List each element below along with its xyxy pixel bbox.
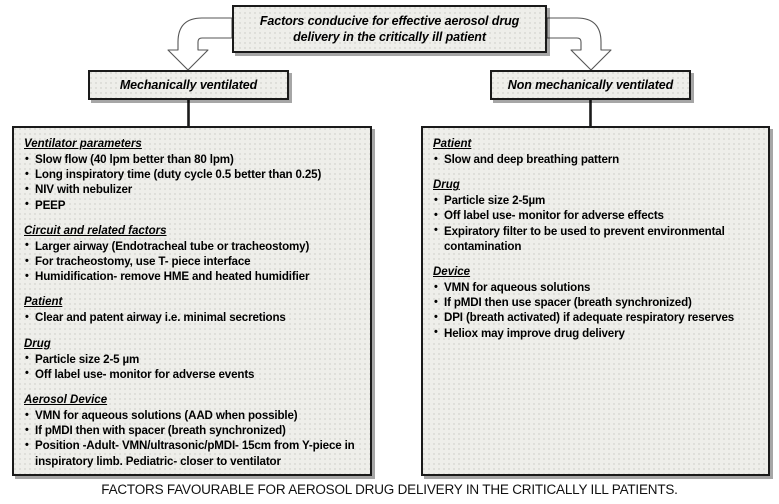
section-list-patient-right [433,152,760,167]
branch-header-mechanically-ventilated [88,70,289,100]
branch-label-left: Mechanically ventilated [119,78,258,92]
section-heading-ventilator-parameters: Ventilator parameters [24,138,142,150]
list-item: • For tracheostomy, use T- piece interface [24,254,362,269]
list-item: • Heliox may improve drug delivery [433,326,760,341]
content-panel-non-mechanically-ventilated [421,126,770,476]
list-item: • Long inspiratory time (duty cycle 0.5 better than 0.25) [24,167,362,182]
list-item: • If pMDI then use spacer (breath synchronized) [433,295,760,310]
content-panel-mechanically-ventilated [12,126,372,476]
list-item: • Particle size 2-5µm [433,193,760,208]
list-item: • Slow flow (40 lpm better than 80 lpm) [24,152,362,167]
section-list-drug-right [433,193,760,254]
section-list-device-right [433,280,760,341]
list-item: • NIV with nebulizer [24,182,362,197]
section-list-patient-left [24,310,362,325]
section-heading-circuit-and-related-factors: Circuit and related factors [24,224,167,237]
section-list-drug-left [24,352,362,382]
section-list-ventilator-parameters [24,152,362,213]
section-list-circuit-and-related-factors [24,239,362,285]
section-list-aerosol-device [24,408,362,469]
list-item: • Clear and patent airway i.e. minimal secretions [24,310,362,325]
list-item: • Humidification- remove HME and heated humidifier [24,269,362,284]
list-item: • Slow and deep breathing pattern [433,152,760,167]
list-item: • Position -Adult- VMN/ultrasonic/pMDI- 15cm from Y-piece in inspiratory limb. Pediatric- closer to ventilator [24,438,362,468]
section-heading-drug-left: Drug [24,337,51,350]
section-heading-aerosol-device: Aerosol Device [24,394,108,407]
list-item: • If pMDI then with spacer (breath synchronized) [24,423,362,438]
list-item: • Off label use- monitor for adverse events [24,367,362,382]
section-heading-drug-right: Drug [433,179,460,192]
list-item: • PEEP [24,198,362,213]
figure-caption: FACTORS FAVOURABLE FOR AEROSOL DRUG DELIVERY IN THE CRITICALLY ILL PATIENTS. [101,482,678,497]
elbow-arrow-right [547,18,611,70]
section-heading-device-right: Device [433,266,471,279]
section-heading-patient-left: Patient [24,296,63,309]
section-heading-patient-right: Patient [433,138,472,150]
list-item: • VMN for aqueous solutions [433,280,760,295]
branch-label-right: Non mechanically ventilated [507,78,674,92]
title-text: Factors conducive for effective aerosol drug delivery in the critically ill patient [259,14,520,44]
list-item: • Off label use- monitor for adverse effects [433,208,760,223]
branch-header-non-mechanically-ventilated [490,70,691,100]
list-item: • VMN for aqueous solutions (AAD when possible) [24,408,362,423]
title-box [232,5,547,53]
elbow-arrow-left [168,18,232,70]
list-item: • DPI (breath activated) if adequate respiratory reserves [433,310,760,325]
list-item: • Particle size 2-5 µm [24,352,362,367]
list-item: • Larger airway (Endotracheal tube or tracheostomy) [24,239,362,254]
list-item: • Expiratory filter to be used to prevent environmental contamination [433,224,760,254]
